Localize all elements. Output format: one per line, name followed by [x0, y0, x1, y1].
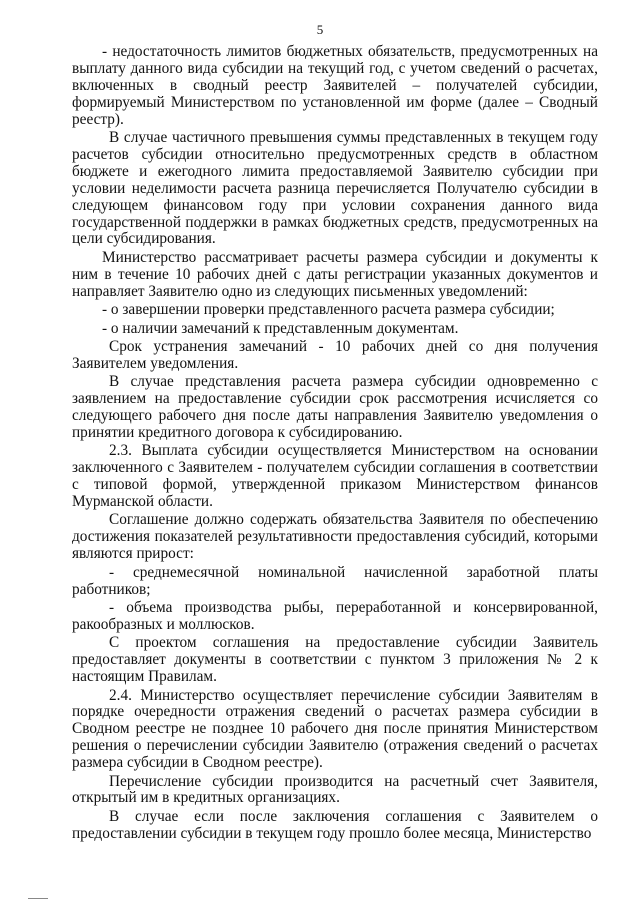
paragraph-draft-agreement: С проектом соглашения на предоставление субсидии Заявитель предоставляет документы в соответствии с пунктом 3 приложения № 2 к настоящим Правилам. [72, 634, 598, 686]
list-item-remarks: - о наличии замечаний к представленным документам. [102, 319, 459, 337]
paragraph-transfer-account: Перечисление субсидии производится на расчетный счет Заявителя, открытый им в кредитных организациях. [72, 772, 598, 807]
paragraph-section-2-4: 2.4. Министерство осуществляет перечисление субсидии Заявителям в порядке очередности отражения сведений о расчетах размера субсидии в Сводном реестре не позднее 10 рабочего дня после принятия Министерством решения о перечислении субсидии Заявителю (отражения сведений о расчетах размера субсидии в Сводном реестре). [72, 686, 598, 772]
document-body [72, 44, 598, 844]
paragraph-budget-limits: - недостаточность лимитов бюджетных обязательств, предусмотренных на выплату данного вида субсидии на текущий год, с учетом сведений о расчетах, включенных в сводный реестр Заявителей – получателей субсидии, формируемый Министерством по установленной им форме (далее – Сводный реестр). [72, 43, 598, 128]
paragraph-agreement-obligations: Соглашение должно содержать обязательства Заявителя по обеспечению достижения показателей результативности предоставления субсидий, которыми являются прирост: [72, 511, 598, 563]
paragraph-correction-deadline: Срок устранения замечаний - 10 рабочих дней со дня получения Заявителем уведомления. [72, 337, 598, 372]
list-item-wages: - среднемесячной номинальной начисленной заработной платы работников; [72, 563, 598, 598]
paragraph-simultaneous-submission: В случае представления расчета размера субсидии одновременно с заявлением на предоставление субсидии срок рассмотрения исчисляется со следующего рабочего дня после даты направления Заявителю уведомления о принятии кредитного договора к субсидированию. [72, 373, 598, 441]
paragraph-more-than-month: В случае если после заключения соглашения с Заявителем о предоставлении субсидии в текущем году прошло более месяца, Министерство [72, 807, 598, 842]
paragraph-section-2-3: 2.3. Выплата субсидии осуществляется Министерством на основании заключенного с Заявителем - получателем субсидии соглашения в соответствии с типовой формой, утвержденной приказом Министерством финансов Мурманской области. [72, 442, 598, 511]
list-item-fish-production: - объема производства рыбы, переработанной и консервированной, ракообразных и моллюсков. [72, 599, 598, 633]
page-number: 5 [316, 22, 324, 37]
paragraph-ministry-review: Министерство рассматривает расчеты размера субсидии и документы к ним в течение 10 рабочих дней с даты регистрации указанных документов и направляет Заявителю одно из следующих письменных уведомлений: [72, 248, 598, 300]
list-item-check-complete: - о завершении проверки представленного расчета размера субсидии; [102, 301, 555, 319]
paragraph-partial-excess: В случае частичного превышения суммы представленных в текущем году расчетов субсидии относительно предусмотренных средств в областном бюджете и ежегодного лимита предоставляемой Заявителю субсидии при условии неделимости расчета разница перечисляется Получателю субсидии в следующем финансовом году при условии сохранения данного вида государственной поддержки в рамках бюджетных средств, предусмотренных на цели субсидирования. [72, 129, 598, 248]
scan-mark [28, 898, 48, 899]
